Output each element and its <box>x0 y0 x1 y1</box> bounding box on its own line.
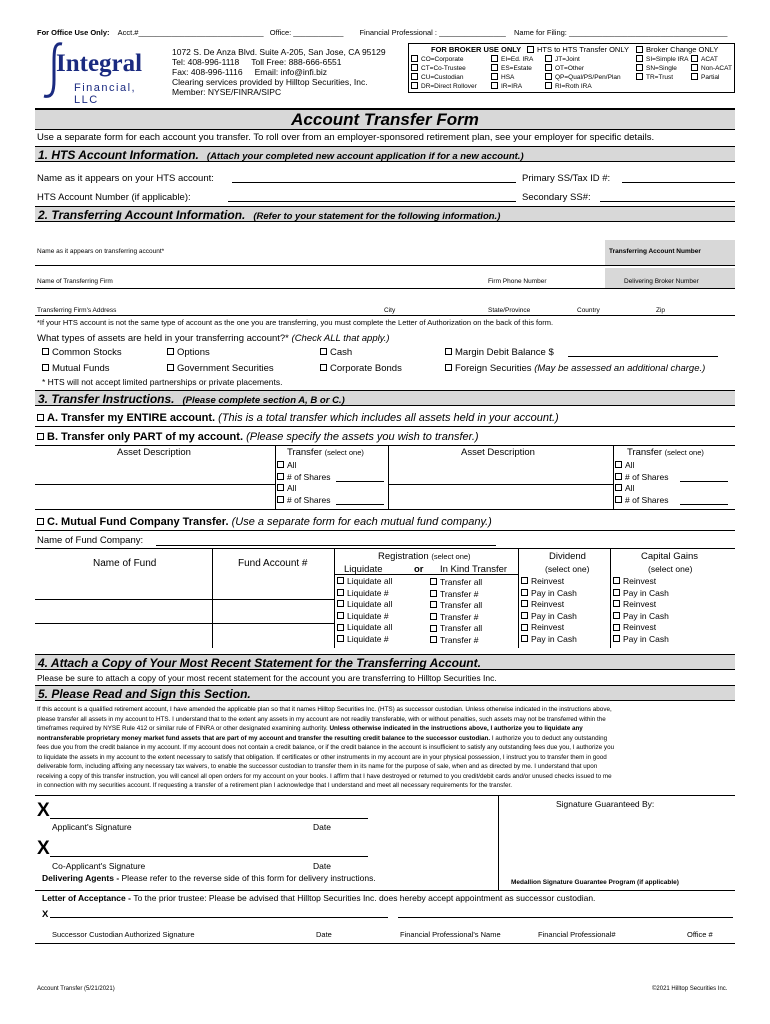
delivering-agents-note: Delivering Agents - Please refer to the reverse side of this form for delivery instructions. <box>42 873 376 883</box>
divider <box>334 548 335 648</box>
transfer-all-check[interactable]: All <box>615 483 668 495</box>
x-mark: X <box>42 909 49 920</box>
section-2-header: 2. Transferring Account Information. (Refer to your statement for the following information.) <box>35 206 735 222</box>
broker-col5 <box>691 55 732 82</box>
reinvest-check[interactable]: Reinvest <box>521 622 577 634</box>
mutual-funds-check[interactable]: Mutual Funds <box>42 363 110 374</box>
date-label: Date <box>313 822 331 832</box>
section-5-header: 5. Please Read and Sign this Section. <box>35 685 735 701</box>
broker-option[interactable]: IR=IRA <box>491 82 533 91</box>
options-check[interactable]: Options <box>167 347 210 358</box>
divider <box>35 484 275 485</box>
member-note: Member: NYSE/FINRA/SIPC <box>172 87 282 97</box>
liquidate-all-check[interactable]: Liquidate all <box>337 576 392 588</box>
secondary-ssn-label: Secondary SS#: <box>522 192 591 203</box>
address-block <box>172 47 386 97</box>
fund-name-header: Name of Fund <box>93 558 157 569</box>
shares-check[interactable]: # of Shares <box>615 472 668 484</box>
office-num-label: Office # <box>687 930 713 939</box>
liquidate-num-check[interactable]: Liquidate # <box>337 611 392 623</box>
form-title: Account Transfer Form <box>35 108 735 130</box>
shares-input[interactable] <box>680 504 728 505</box>
date-label: Date <box>316 930 332 939</box>
reinvest-check[interactable]: Reinvest <box>521 599 577 611</box>
divider <box>35 265 735 266</box>
signature-guarantee-box[interactable] <box>498 795 735 890</box>
firm-address-label: Transferring Firm's Address <box>37 307 117 314</box>
broker-option[interactable]: TR=Trust <box>636 73 688 82</box>
broker-option[interactable]: Partial <box>691 73 732 82</box>
footer-right: ©2021 Hilltop Securities Inc. <box>652 986 728 992</box>
pay-cash-check[interactable]: Pay in Cash <box>521 634 577 646</box>
successor-signature-input[interactable] <box>50 917 388 918</box>
liquidate-num-check[interactable]: Liquidate # <box>337 588 392 600</box>
pay-cash-check[interactable]: Pay in Cash <box>613 634 669 646</box>
cash-check[interactable]: Cash <box>320 347 352 358</box>
asset-desc-header: Asset Description <box>461 447 535 458</box>
divider <box>388 484 613 485</box>
broker-option[interactable]: EI=Ed. IRA <box>491 55 533 64</box>
liquidate-all-check[interactable]: Liquidate all <box>337 622 392 634</box>
broker-option[interactable]: CO=Corporate <box>411 55 477 64</box>
divider <box>35 548 735 549</box>
name-filing-field[interactable]: Name for Filing: ______________________________________ <box>513 28 728 37</box>
divider <box>35 623 334 624</box>
broker-title: FOR BROKER USE ONLY <box>431 45 522 54</box>
broker-option[interactable]: OT=Other <box>545 64 621 73</box>
fp-number-label: Financial Professional# <box>538 930 616 939</box>
transfer-all-check[interactable]: All <box>615 460 668 472</box>
divider <box>613 445 614 509</box>
pay-cash-check[interactable]: Pay in Cash <box>613 588 669 600</box>
fund-acct-header: Fund Account # <box>238 558 308 569</box>
x-mark: X <box>37 800 50 821</box>
letter-of-acceptance: Letter of Acceptance - To the prior trustee: Please be advised that Hilltop Securities Inc. does hereby accept appointment as successor custodian. <box>42 893 596 903</box>
hts-name-input[interactable] <box>232 182 516 183</box>
broker-option[interactable]: SI=Simple IRA <box>636 55 688 64</box>
liquidate-header: Liquidate <box>344 564 383 575</box>
pay-cash-check[interactable]: Pay in Cash <box>613 611 669 623</box>
section-4-header: 4. Attach a Copy of Your Most Recent Statement for the Transferring Account. <box>35 654 735 670</box>
option-c[interactable]: C. Mutual Fund Company Transfer. (Use a separate form for each mutual fund company.) <box>37 516 492 528</box>
transfer-options <box>430 577 482 647</box>
transfer-num-check[interactable]: Transfer # <box>430 589 482 601</box>
country-label: Country <box>577 307 600 314</box>
broker-col1 <box>411 55 477 91</box>
broker-option[interactable]: RI=Roth IRA <box>545 82 621 91</box>
section-3-header: 3. Transfer Instructions. (Please complete section A, B or C.) <box>35 390 735 406</box>
reinvest-check[interactable]: Reinvest <box>613 576 669 588</box>
divider <box>35 445 735 446</box>
tel: Tel: 408-996-1118 <box>172 57 240 67</box>
gov-securities-check[interactable]: Government Securities <box>167 363 274 374</box>
liquidate-all-check[interactable]: Liquidate all <box>337 599 392 611</box>
liquidate-options <box>337 576 392 646</box>
divider <box>35 530 735 531</box>
office-label: For Office Use Only: <box>37 28 110 37</box>
intro-text: Use a separate form for each account you transfer. To roll over from an employer-sponsored retirement plan, see your employer for specific details. <box>37 132 655 143</box>
broker-option[interactable]: JT=Joint <box>545 55 621 64</box>
tollfree: Toll Free: 888-666-6551 <box>251 57 342 67</box>
firm-phone-label: Firm Phone Number <box>488 278 547 285</box>
pay-cash-check[interactable]: Pay in Cash <box>521 588 577 600</box>
broker-option[interactable]: ES=Estate <box>491 64 533 73</box>
coapplicant-signature-input[interactable] <box>50 856 368 857</box>
transfer-options-right <box>615 460 668 506</box>
transfer-acct-label: Transferring Account Number <box>609 248 701 255</box>
limited-note: * HTS will not accept limited partnerships or private placements. <box>42 377 283 387</box>
divider <box>334 574 518 575</box>
reinvest-check[interactable]: Reinvest <box>613 622 669 634</box>
corp-bonds-check[interactable]: Corporate Bonds <box>320 363 402 374</box>
broker-col4 <box>636 55 688 82</box>
broker-option[interactable]: SN=Single <box>636 64 688 73</box>
office-field[interactable]: Office: ____________ <box>269 28 344 37</box>
dividend-options <box>521 576 577 646</box>
firm-name-label: Name of Transferring Firm <box>37 278 113 285</box>
fin-prof-field[interactable]: Financial Professional : ________________ <box>359 28 506 37</box>
transfer-all-check[interactable]: Transfer all <box>430 623 482 635</box>
broker-option[interactable]: ACAT <box>691 55 732 64</box>
shares-check[interactable]: # of Shares <box>277 495 330 507</box>
broker-box <box>408 43 735 93</box>
logo-name: Integral <box>56 50 143 77</box>
applicant-sig-label: Applicant's Signature <box>52 822 132 832</box>
transfer-header: Transfer (select one) <box>287 447 364 458</box>
broker-col3 <box>545 55 621 91</box>
broker-num-label: Delivering Broker Number <box>624 278 699 285</box>
transfer-header: Transfer (select one) <box>627 447 704 458</box>
date-label: Date <box>313 861 331 871</box>
footer-left: Account Transfer (5/21/2021) <box>37 986 115 992</box>
divider <box>35 943 735 944</box>
broker-col2 <box>491 55 533 91</box>
divider <box>388 445 389 509</box>
broker-change-check[interactable]: Broker Change ONLY <box>636 45 718 54</box>
fp-info-input[interactable] <box>398 917 733 918</box>
secondary-ssn-input[interactable] <box>600 201 735 202</box>
reinvest-check[interactable]: Reinvest <box>613 599 669 611</box>
dividend-select: (select one) <box>545 564 590 574</box>
transfer-all-check[interactable]: All <box>277 460 330 472</box>
x-mark: X <box>37 838 50 859</box>
section-5-body: If this account is a qualified retirement account, I have amended the applicable plan so that it names Hilltop Securities Inc. (HTS) as successor custodian. Unless otherwise indicated in the instructions above, please transfer all assets in my account to HTS. I understand that to the extent any assets in my account are not readily transferable, with or without penalties, such assets may not be transferred within the timeframes required by NYSE Rule 412 or similar rule of FINRA or other designated examining authority. Unless otherwise indicated in the instructions above, I authorize you to liquidate any nontransferable proprietary money market fund assets that are part of my account and transfer the resulting credit balance to the successor custodian. I authorize you to deduct any outstanding fees due you from the credit balance in my account. If my account does not contain a credit balance, or if the credit balance in the account is insufficient to satisfy any outstanding fees due you, I authorize you to liquidate the assets in my account to the extent necessary to satisfy that obligation. If certificates or other instruments in my account are in your physical possession, I instruct you to transfer them in good deliverable form, including affixing any necessary tax waivers, to enable the successor custodian to transfer them in its name for the purpose of sale, when and as directed by me. I understand that upon receiving a copy of this transfer instruction, you will cancel all open orders for my account on your books. I affirm that I have destroyed or returned to you credit/debit cards and/or unused checks issued to me in connection with my securities account. If requesting a transfer of a retirement plan I acknowledge that I understand and meet all necessary requirements for the transfer. <box>37 706 615 789</box>
fp-name-label: Financial Professional's Name <box>400 930 501 939</box>
or-label: or <box>414 564 424 575</box>
zip-label: Zip <box>656 307 666 314</box>
divider <box>35 426 735 427</box>
clearing-note: Clearing services provided by Hilltop Securities, Inc. <box>172 77 368 87</box>
transfer-all-check[interactable]: Transfer all <box>430 577 482 589</box>
divider <box>35 890 735 891</box>
transfer-num-check[interactable]: Transfer # <box>430 635 482 647</box>
broker-option[interactable]: CT=Co-Trustee <box>411 64 477 73</box>
transfer-num-check[interactable]: Transfer # <box>430 612 482 624</box>
hts-acct-label: HTS Account Number (if applicable): <box>37 192 191 203</box>
broker-option[interactable]: Non-ACAT <box>691 64 732 73</box>
capgains-header: Capital Gains <box>641 551 699 562</box>
shares-check[interactable]: # of Shares <box>615 495 668 507</box>
transfer-all-check[interactable]: Transfer all <box>430 600 482 612</box>
hts-acct-input[interactable] <box>228 201 516 202</box>
option-b[interactable]: B. Transfer only PART of my account. (Please specify the assets you wish to transfer.) <box>37 431 479 443</box>
option-a[interactable]: A. Transfer my ENTIRE account. (This is a total transfer which includes all assets held in your account.) <box>37 412 559 424</box>
divider <box>212 548 213 648</box>
broker-option[interactable]: CU=Custodian <box>411 73 477 82</box>
pay-cash-check[interactable]: Pay in Cash <box>521 611 577 623</box>
margin-amount-input[interactable] <box>568 356 718 357</box>
fax: Fax: 408-996-1116 <box>172 67 243 77</box>
shares-check[interactable]: # of Shares <box>277 472 330 484</box>
registration-header: Registration (select one) <box>378 551 471 562</box>
dividend-header: Dividend <box>549 551 586 562</box>
capgains-select: (select one) <box>648 564 693 574</box>
divider <box>518 548 519 648</box>
divider <box>35 509 735 510</box>
in-kind-header: In Kind Transfer <box>440 564 508 575</box>
sig-guaranteed-label: Signature Guaranteed By: <box>556 799 655 809</box>
medallion-label: Medallion Signature Guarantee Program (if applicable) <box>511 879 679 886</box>
transfer-all-check[interactable]: All <box>277 483 330 495</box>
successor-sig-label: Successor Custodian Authorized Signature <box>52 930 195 939</box>
asset-question: What types of assets are held in your transferring account?* (Check ALL that apply.) <box>37 333 390 344</box>
reinvest-check[interactable]: Reinvest <box>521 576 577 588</box>
transfer-name-label: Name as it appears on transferring account* <box>37 248 165 255</box>
logo-sub: Financial, LLC <box>74 82 137 106</box>
hts-name-label: Name as it appears on your HTS account: <box>37 173 214 184</box>
company-logo <box>40 40 165 106</box>
common-stocks-check[interactable]: Common Stocks <box>42 347 122 358</box>
office-use-line <box>37 28 727 37</box>
address-line: 1072 S. De Anza Blvd. Suite A-205, San Jose, CA 95129 <box>172 47 386 57</box>
divider <box>35 315 735 316</box>
city-label: City <box>384 307 396 314</box>
primary-ssn-input[interactable] <box>622 182 735 183</box>
account-type-note: *If your HTS account is not the same type of account as the one you are transferring, you must complete the Letter of Authorization on the back of this form. <box>37 318 554 327</box>
email: Email: info@infi.biz <box>254 67 327 77</box>
primary-ssn-label: Primary SS/Tax ID #: <box>522 173 611 184</box>
foreign-check[interactable]: Foreign Securities (May be assessed an additional charge.) <box>445 363 705 374</box>
acct-field[interactable]: Acct.#______________________________ <box>117 28 264 37</box>
hts-transfer-check[interactable]: HTS to HTS Transfer ONLY <box>527 45 629 54</box>
broker-option[interactable]: DR=Direct Rollover <box>411 82 477 91</box>
fund-company-label: Name of Fund Company: <box>37 535 144 546</box>
coapplicant-sig-label: Co-Applicant's Signature <box>52 861 146 871</box>
divider <box>35 599 334 600</box>
shares-input[interactable] <box>680 481 728 482</box>
shares-input[interactable] <box>336 504 384 505</box>
state-label: State/Province <box>488 307 531 314</box>
section-4-text: Please be sure to attach a copy of your most recent statement for the account you are transferring to Hilltop Securities Inc. <box>37 673 497 683</box>
fund-company-input[interactable] <box>156 545 496 546</box>
shares-input[interactable] <box>336 481 384 482</box>
transfer-options-left <box>277 460 330 506</box>
broker-option[interactable]: HSA <box>491 73 533 82</box>
margin-check[interactable]: Margin Debit Balance $ <box>445 347 554 358</box>
broker-option[interactable]: QP=Qual/PS/Pen/Plan <box>545 73 621 82</box>
applicant-signature-input[interactable] <box>50 818 368 819</box>
divider <box>275 445 276 509</box>
divider <box>610 548 611 648</box>
section-1-header: 1. HTS Account Information. (Attach your completed new account application if for a new account.) <box>35 146 735 162</box>
divider <box>35 288 735 289</box>
liquidate-num-check[interactable]: Liquidate # <box>337 634 392 646</box>
asset-desc-header: Asset Description <box>117 447 191 458</box>
capgains-options <box>613 576 669 646</box>
